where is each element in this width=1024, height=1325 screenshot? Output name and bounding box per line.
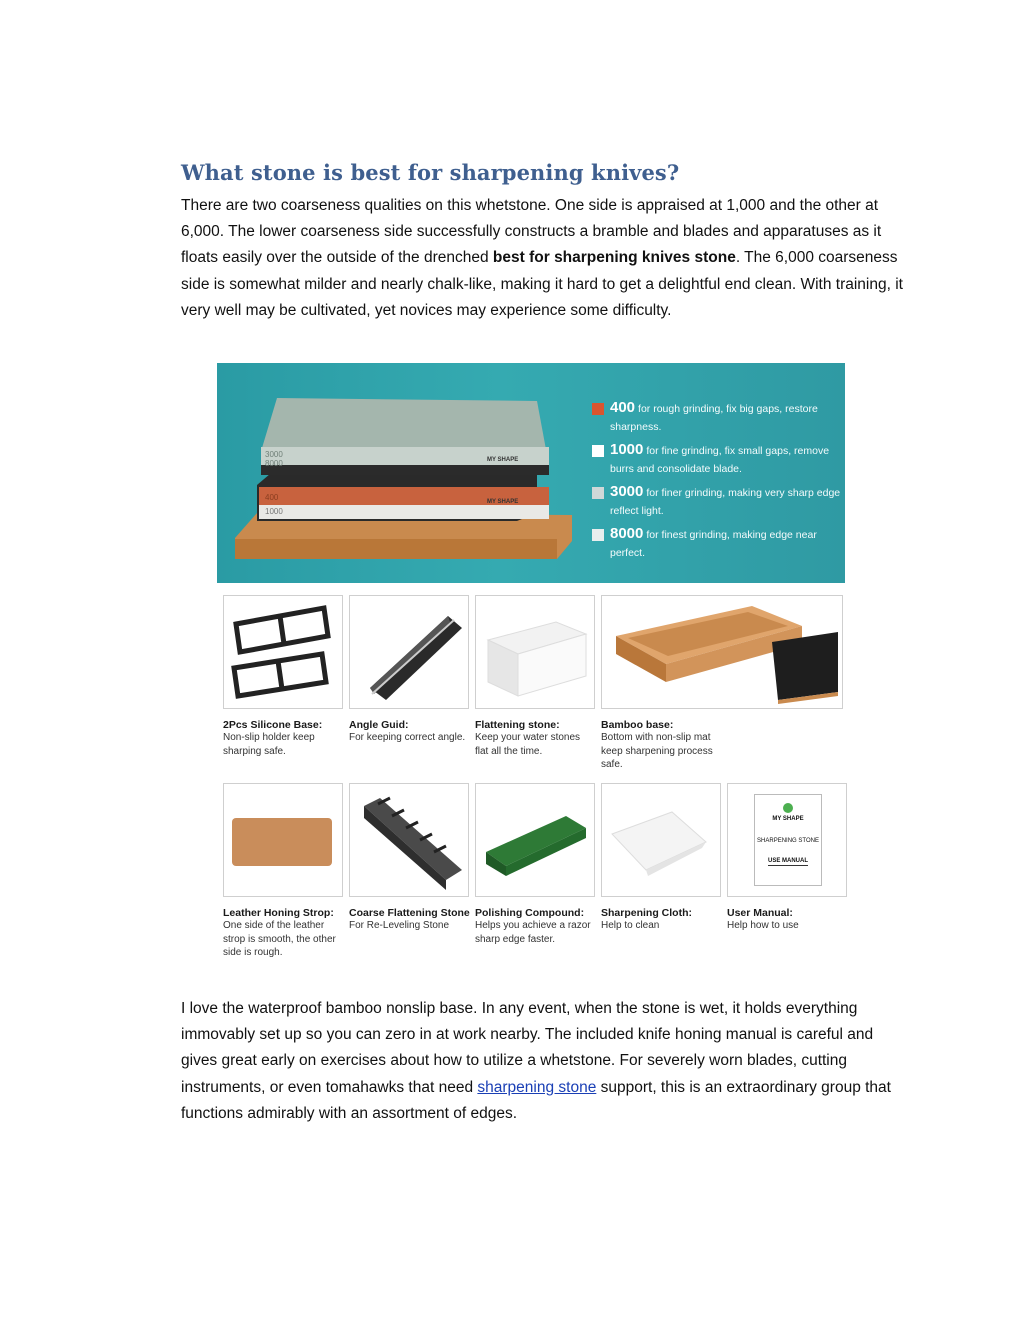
brand-logo-upper: MY SHAPE <box>487 457 519 463</box>
grit-swatch <box>592 487 604 499</box>
closing-text: I love the waterproof bamboo nonslip base. In any event, when the stone is wet, it holds everything immovably set up so you can zero in at work nearby. The included knife honing manual is careful and gives great early on exercises about how to utilize a whetstone. For severely worn blades, cutting instruments, or even tomahawks that need <box>181 1000 874 1096</box>
silicone-base-icon <box>224 596 342 708</box>
grit-description: for finer grinding, making very sharp edge reflect light. <box>610 487 841 517</box>
accessory-desc: Help to clean <box>601 920 660 931</box>
grit-list <box>592 399 842 567</box>
coarse-stone-icon <box>350 784 468 896</box>
accessory-title: Sharpening Cloth: <box>601 907 692 919</box>
grit-swatch <box>592 529 604 541</box>
closing-paragraph <box>181 996 911 1127</box>
intro-text: There are two coarseness qualities on this whetstone. One side is appraised at 1,000 and the other at 6,000. The lower coarseness side successfully constructs a bramble and blades and apparatuses as it floats easily over the outside of the drenched <box>181 197 882 267</box>
accessory-user-manual <box>727 783 847 933</box>
intro-text-end: . The 6,000 coarseness side is somewhat milder and nearly chalk-like, making it hard to get a delightful end clean. With training, it very well may be cultivated, yet novices may experience some difficulty. <box>181 249 903 319</box>
accessory-polishing-compound <box>475 783 595 946</box>
accessory-leather-strop <box>223 783 343 960</box>
brand-logo-lower: MY SHAPE <box>487 499 519 505</box>
coarse-stone-image <box>349 783 469 897</box>
accessory-desc: Help how to use <box>727 920 799 931</box>
accessory-desc: Bottom with non-slip mat keep sharpening process safe. <box>601 732 713 770</box>
accessory-desc: For keeping correct angle. <box>349 732 466 743</box>
manual-line: SHARPENING STONE <box>757 838 819 844</box>
closing-text-end: support, this is an extraordinary group that functions admirably with an assortment of edges. <box>181 1078 891 1122</box>
grit-item-1000 <box>592 441 842 483</box>
grit-item-8000 <box>592 525 842 567</box>
accessory-angle-guide <box>349 595 469 745</box>
accessory-bamboo-base <box>601 595 721 772</box>
grit-description: for rough grinding, fix big gaps, restore sharpness. <box>610 403 818 433</box>
accessory-title: User Manual: <box>727 907 793 919</box>
leather-strop-image <box>223 783 343 897</box>
manual-line: USE MANUAL <box>768 858 808 864</box>
accessory-silicone-base <box>223 595 343 758</box>
silicone-base-image <box>223 595 343 709</box>
whetstone-illustration <box>217 363 577 583</box>
angle-guide-icon <box>350 596 468 708</box>
bamboo-base-image <box>601 595 843 709</box>
intro-paragraph <box>181 193 911 324</box>
stone-label-400: 400 <box>265 493 279 502</box>
grit-number: 3000 <box>610 483 644 500</box>
flattening-stone-icon <box>476 596 594 708</box>
grit-description: for finest grinding, making edge near perfect. <box>610 529 817 559</box>
intro-bold-text: best for sharpening knives stone <box>492 249 736 267</box>
angle-guide-image <box>349 595 469 709</box>
accessory-desc: For Re-Leveling Stone <box>349 920 450 931</box>
cloth-icon <box>602 784 720 896</box>
sharpening-stone-link[interactable]: sharpening stone <box>477 1078 597 1096</box>
user-manual-image <box>727 783 847 897</box>
stone-label-3000: 3000 <box>265 450 283 459</box>
manual-brand: MY SHAPE <box>772 816 804 822</box>
manual-logo-icon <box>783 803 793 813</box>
accessory-title: Polishing Compound: <box>475 907 585 919</box>
accessory-title: Coarse Flattening Stone <box>349 907 470 919</box>
accessory-flattening-stone <box>475 595 595 758</box>
accessory-desc: Helps you achieve a razor sharp edge faster. <box>475 920 591 945</box>
polishing-compound-image <box>475 783 595 897</box>
grit-number: 8000 <box>610 525 644 542</box>
bamboo-base-icon <box>602 596 842 708</box>
stone-label-1000: 1000 <box>265 507 283 516</box>
grit-item-3000 <box>592 483 842 525</box>
product-figure <box>217 363 845 975</box>
accessory-title: Flattening stone: <box>475 719 560 731</box>
grit-item-400 <box>592 399 842 441</box>
accessory-sharpening-cloth <box>601 783 721 933</box>
accessory-row-1 <box>223 595 843 775</box>
accessory-desc: One side of the leather strop is smooth, the other side is rough. <box>223 920 336 958</box>
manual-card <box>754 794 822 886</box>
leather-strop-icon <box>224 784 342 896</box>
grit-swatch <box>592 403 604 415</box>
grit-number: 400 <box>610 399 636 416</box>
stone-label-8000: 8000 <box>265 459 283 468</box>
page-title: What stone is best for sharpening knives? <box>181 160 680 185</box>
accessory-desc: Keep your water stones flat all the time. <box>475 732 581 757</box>
product-banner <box>217 363 845 583</box>
grit-swatch <box>592 445 604 457</box>
accessory-desc: Non-slip holder keep sharping safe. <box>223 732 315 757</box>
accessory-coarse-flattening-stone <box>349 783 469 933</box>
flattening-stone-image <box>475 595 595 709</box>
grit-number: 1000 <box>610 441 644 458</box>
accessory-row-2 <box>223 783 843 963</box>
accessory-title: 2Pcs Silicone Base: <box>223 719 323 731</box>
accessory-title: Leather Honing Strop: <box>223 907 334 919</box>
grit-description: for fine grinding, fix small gaps, remove burrs and consolidate blade. <box>610 445 830 475</box>
sharpening-cloth-image <box>601 783 721 897</box>
accessory-title: Bamboo base: <box>601 719 674 731</box>
polishing-compound-icon <box>476 784 594 896</box>
accessory-title: Angle Guid: <box>349 719 409 731</box>
